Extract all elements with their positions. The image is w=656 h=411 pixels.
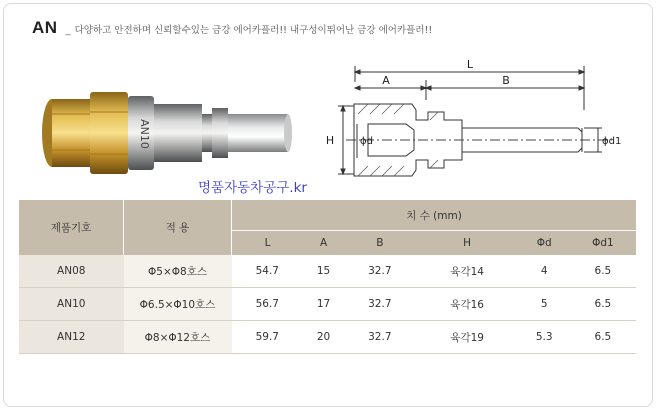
- col-header-dimensions: 치 수 (mm): [232, 200, 637, 231]
- cell-b: 32.7: [344, 288, 416, 321]
- table-row: [19, 255, 636, 288]
- dim-header-h: H: [416, 231, 519, 256]
- title-separator: _: [65, 25, 71, 36]
- cell-d1: 6.5: [570, 255, 636, 288]
- cell-application: Φ8×Φ12호스: [124, 321, 232, 354]
- dim-label-d1: ϕd1: [602, 136, 622, 147]
- product-engraving: AN10: [138, 119, 151, 149]
- cell-a: 17: [303, 288, 344, 321]
- cell-model: AN08: [19, 255, 124, 288]
- table-row: [19, 288, 636, 321]
- cell-a: 15: [303, 255, 344, 288]
- cell-l: 54.7: [232, 255, 304, 288]
- cell-h: 육각19: [416, 321, 519, 354]
- dim-header-l: L: [232, 231, 304, 256]
- cell-model: AN10: [19, 288, 124, 321]
- product-header: [32, 18, 432, 38]
- dim-label-l: L: [466, 58, 474, 71]
- dim-header-d: Φd: [519, 231, 570, 256]
- cell-d: 5: [519, 288, 570, 321]
- cell-h: 육각14: [416, 255, 519, 288]
- cell-application: Φ5×Φ8호스: [124, 255, 232, 288]
- product-photo: [40, 74, 300, 192]
- cell-b: 32.7: [344, 255, 416, 288]
- cell-d: 4: [519, 255, 570, 288]
- dim-label-a: A: [382, 74, 390, 87]
- cell-b: 32.7: [344, 321, 416, 354]
- cell-d1: 6.5: [570, 321, 636, 354]
- dim-header-b: B: [344, 231, 416, 256]
- cell-a: 20: [303, 321, 344, 354]
- cell-application: Φ6.5×Φ10호스: [124, 288, 232, 321]
- technical-drawing: [316, 54, 641, 194]
- col-header-application: 적 용: [124, 200, 232, 255]
- cell-d: 5.3: [519, 321, 570, 354]
- col-header-model: 제품기호: [19, 200, 124, 255]
- cell-d1: 6.5: [570, 288, 636, 321]
- watermark: 명품자동차공구.kr: [198, 180, 307, 196]
- cell-l: 59.7: [232, 321, 304, 354]
- table-row: [19, 321, 636, 354]
- model-title: AN: [32, 18, 58, 37]
- dim-header-d1: Φd1: [570, 231, 636, 256]
- dim-label-h: H: [325, 134, 335, 147]
- spec-table: [19, 200, 636, 354]
- cell-model: AN12: [19, 321, 124, 354]
- dim-header-a: A: [303, 231, 344, 256]
- dim-label-d: ϕd: [360, 136, 373, 147]
- dim-label-b: B: [502, 74, 510, 87]
- product-description: 다양하고 안전하며 신뢰할수있는 금강 에어카플러!! 내구성이뛰어난 금강 에어카플러!!: [74, 25, 433, 36]
- cell-h: 육각16: [416, 288, 519, 321]
- cell-l: 56.7: [232, 288, 304, 321]
